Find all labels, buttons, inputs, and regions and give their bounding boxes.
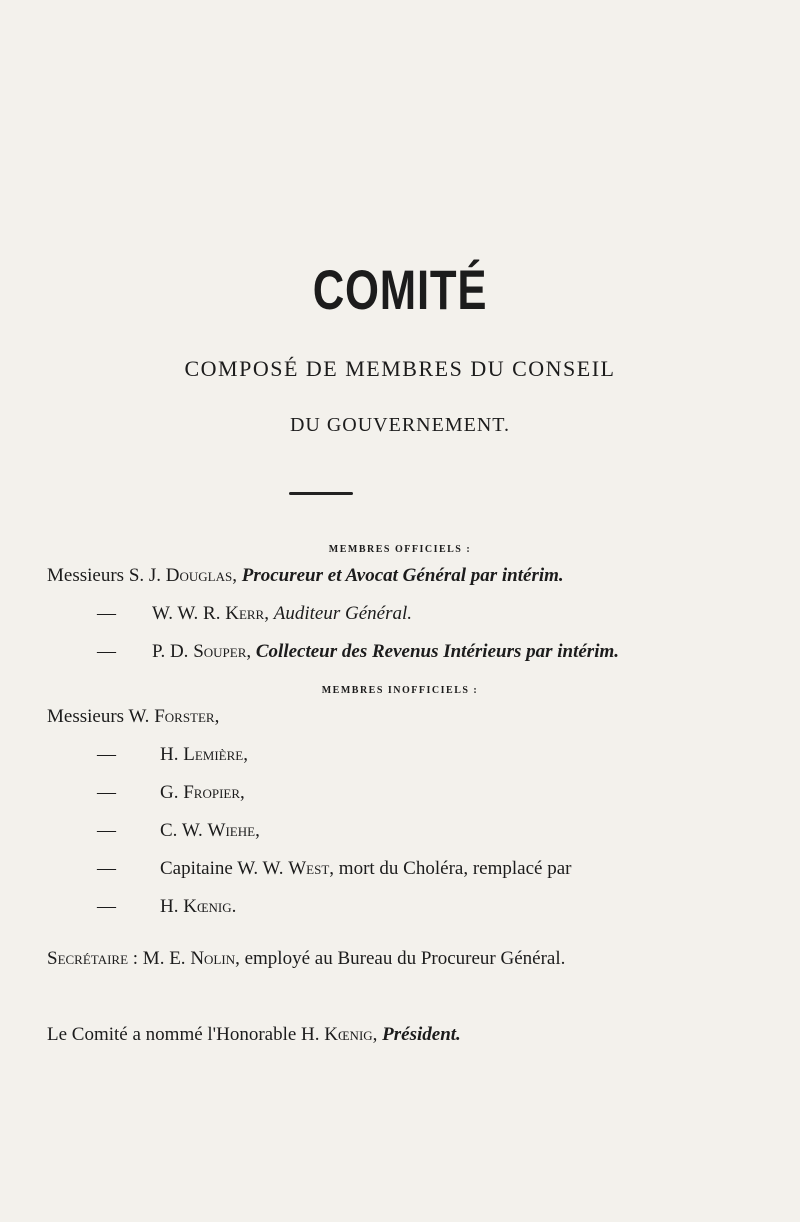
member-name: Kerr, bbox=[225, 603, 269, 624]
member-name: Kœnig. bbox=[183, 896, 237, 917]
member-name: Forster, bbox=[154, 706, 220, 727]
unofficial-member-row bbox=[47, 706, 219, 728]
member-role: Procureur et Avocat Général par intérim. bbox=[241, 565, 564, 586]
president-role: Président. bbox=[382, 1024, 461, 1045]
secretary-line bbox=[47, 948, 565, 970]
member-name: West, bbox=[288, 858, 335, 879]
member-note: mort du Choléra, remplacé par bbox=[338, 858, 572, 879]
member-role: Auditeur Général. bbox=[273, 603, 412, 624]
row-lead: Messieurs bbox=[47, 706, 125, 727]
heading-unofficial-members: MEMBRES INOFFICIELS : bbox=[321, 685, 479, 696]
divider-rule bbox=[289, 492, 353, 495]
secretary-label: Secrétaire bbox=[47, 948, 129, 969]
member-name: Douglas, bbox=[165, 565, 237, 586]
member-name: Lemière, bbox=[183, 744, 248, 765]
president-text: Le Comité a nommé l'Honorable H. bbox=[47, 1024, 320, 1045]
member-initials: P. D. bbox=[152, 641, 189, 662]
official-member-row bbox=[152, 641, 619, 663]
unofficial-member-row bbox=[160, 744, 248, 766]
row-dash: — bbox=[97, 744, 116, 765]
unofficial-member-row bbox=[160, 858, 571, 880]
secretary-name: Nolin, bbox=[190, 948, 240, 969]
official-member-row bbox=[152, 603, 412, 625]
row-dash: — bbox=[97, 896, 116, 917]
official-member-row bbox=[47, 565, 564, 587]
subtitle-government: DU GOUVERNEMENT. bbox=[289, 414, 511, 436]
secretary-role: employé au Bureau du Procureur Général. bbox=[244, 948, 566, 969]
member-initials: G. bbox=[160, 782, 179, 803]
member-initials: H. bbox=[160, 896, 179, 917]
member-name: Wiehe, bbox=[207, 820, 260, 841]
page-title: COMITÉ bbox=[312, 258, 488, 321]
member-name: Fropier, bbox=[183, 782, 245, 803]
row-lead: Messieurs bbox=[47, 565, 125, 586]
row-dash: — bbox=[97, 641, 116, 662]
member-initials: Capitaine W. W. bbox=[160, 858, 284, 879]
unofficial-member-row bbox=[160, 820, 260, 842]
subtitle-committee-composition: COMPOSÉ DE MEMBRES DU CONSEIL bbox=[184, 356, 616, 381]
member-initials: C. W. bbox=[160, 820, 203, 841]
unofficial-member-row bbox=[160, 896, 236, 918]
row-dash: — bbox=[97, 782, 116, 803]
president-name: Kœnig, bbox=[324, 1024, 378, 1045]
member-initials: S. J. bbox=[128, 565, 162, 586]
member-initials: H. bbox=[160, 744, 179, 765]
president-line bbox=[47, 1024, 461, 1046]
member-initials: W. bbox=[128, 706, 150, 727]
member-role: Collecteur des Revenus Intérieurs par intérim. bbox=[255, 641, 620, 662]
row-dash: — bbox=[97, 820, 116, 841]
row-dash: — bbox=[97, 858, 116, 879]
secretary-initials: : M. E. bbox=[132, 948, 186, 969]
unofficial-member-row bbox=[160, 782, 245, 804]
member-name: Souper, bbox=[193, 641, 252, 662]
row-dash: — bbox=[97, 603, 116, 624]
heading-official-members: MEMBRES OFFICIELS : bbox=[328, 544, 472, 555]
member-initials: W. W. R. bbox=[152, 603, 221, 624]
